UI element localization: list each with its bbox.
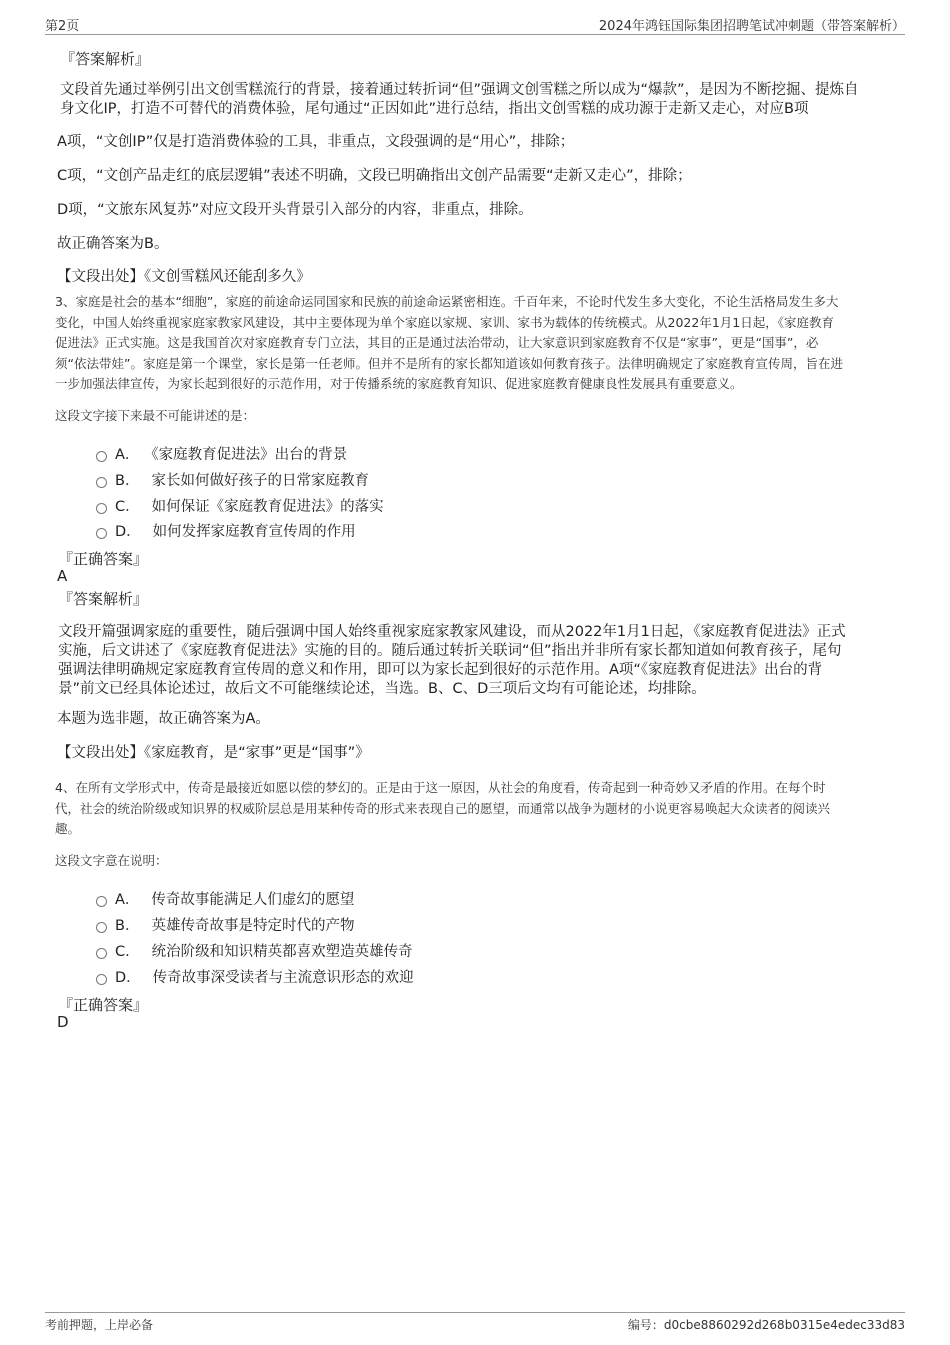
option-a[interactable]: A． 传奇故事能满足人们虚幻的愿望 <box>96 888 354 910</box>
option-d-note: D项，“文旅东风复苏”对应文段开头背景引入部分的内容，非重点，排除。 <box>57 202 533 218</box>
correct-answer-label: 『正确答案』 <box>58 550 149 568</box>
analysis-text <box>60 81 900 119</box>
radio-button[interactable] <box>96 922 107 933</box>
passage-line: 3、家庭是社会的基本“细胞”，家庭的前途命运同国家和民族的前途命运紧密相连。千百年来，不论时代发生多大变化，不论生活格局发生多大 <box>55 294 839 309</box>
passage-source: 【文段出处】《家庭教育，是“家事”更是“国事”》 <box>57 745 370 761</box>
radio-button[interactable] <box>96 948 107 959</box>
option-c[interactable]: C． 统治阶级和知识精英都喜欢塑造英雄传奇 <box>96 940 413 962</box>
option-b[interactable]: B． 英雄传奇故事是特定时代的产物 <box>96 914 354 936</box>
analysis-label: 『答案解析』 <box>60 50 151 68</box>
passage-line: 一步加强法律宣传，为家长起到很好的示范作用，对于传播系统的家庭教育知识、促进家庭教育健康良性发展具有重要意义。 <box>55 376 743 391</box>
option-a[interactable]: A． 《家庭教育促进法》出台的背景 <box>96 443 347 465</box>
analysis-line: 景”前文已经具体论述过，故后文不可能继续论述，当选。B、C、D三项后文均有可能论述，均排除。 <box>58 681 706 697</box>
analysis-line: 实施，后文讲述了《家庭教育促进法》实施的目的。随后通过转折关联词“但”指出并非所有家长都知道如何教育孩子，尾句 <box>58 643 842 659</box>
analysis-text <box>58 623 903 699</box>
page-number: 第2页 <box>45 19 80 34</box>
document-title: 2024年鸿钰国际集团招聘笔试冲刺题（带答案解析） <box>598 19 905 34</box>
question-passage <box>55 778 905 840</box>
correct-answer: D <box>57 1013 69 1031</box>
passage-line: 趣。 <box>55 821 81 836</box>
analysis-line: 身文化IP，打造不可替代的消费体验，尾句通过“正因如此”进行总结，指出文创雪糕的成功源于走新又走心，对应B项 <box>60 101 809 117</box>
option-d[interactable]: D． 传奇故事深受读者与主流意识形态的欢迎 <box>96 966 414 988</box>
question-prompt: 这段文字意在说明： <box>55 853 168 868</box>
analysis-label: 『答案解析』 <box>58 590 149 608</box>
code-value: d0cbe8860292d268b0315e4edec33d83 <box>663 1318 905 1332</box>
conclusion: 故正确答案为B。 <box>57 236 169 252</box>
option-c-note: C项，“文创产品走红的底层逻辑”表述不明确，文段已明确指出文创产品需要“走新又走心”，排除； <box>57 168 692 184</box>
page-header <box>45 12 905 35</box>
question-prompt: 这段文字接下来最不可能讲述的是： <box>55 408 256 423</box>
passage-line: 促进法》正式实施。这是我国首次对家庭教育专门立法，其目的正是通过法治带动，让大家意识到家庭教育不仅是“家事”，更是“国事”，必 <box>55 335 819 350</box>
option-a-note: A项，“文创IP”仅是打造消费体验的工具，非重点，文段强调的是“用心”，排除； <box>57 134 575 150</box>
correct-answer-label: 『正确答案』 <box>58 996 149 1014</box>
radio-button[interactable] <box>96 528 107 539</box>
footer-slogan: 考前押题，上岸必备 <box>45 1318 154 1332</box>
passage-line: 变化，中国人始终重视家庭家教家风建设，其中主要体现为单个家庭以家规、家训、家书为载体的传统模式。从2022年1月1日起，《家庭教育 <box>55 314 834 330</box>
option-d[interactable]: D． 如何发挥家庭教育宣传周的作用 <box>96 520 356 542</box>
analysis-line: 强调法律明确规定家庭教育宣传周的意义和作用，即可以为家长起到很好的示范作用。A项“《家庭教育促进法》出台的背 <box>58 662 823 678</box>
analysis-line: 文段开篇强调家庭的重要性，随后强调中国人始终重视家庭家教家风建设，而从2022年1月1日起，《家庭教育促进法》正式 <box>58 624 846 640</box>
passage-line: 须“依法带娃”。家庭是第一个课堂，家长是第一任老师。但并不是所有的家长都知道该如何教育孩子。法律明确规定了家庭教育宣传周，旨在进 <box>55 355 843 371</box>
radio-button[interactable] <box>96 477 107 488</box>
radio-button[interactable] <box>96 974 107 985</box>
option-b[interactable]: B． 家长如何做好孩子的日常家庭教育 <box>96 469 369 491</box>
conclusion: 本题为选非题，故正确答案为A。 <box>57 711 270 727</box>
passage-line: 4、在所有文学形式中，传奇是最接近如愿以偿的梦幻的。正是由于这一原因，从社会的角度看，传奇起到一种奇妙又矛盾的作用。在每个时 <box>55 780 826 795</box>
radio-button[interactable] <box>96 503 107 514</box>
document-code <box>628 1316 905 1333</box>
option-c[interactable]: C． 如何保证《家庭教育促进法》的落实 <box>96 495 384 517</box>
correct-answer: A <box>57 567 68 585</box>
question-passage <box>55 292 905 395</box>
radio-button[interactable] <box>96 451 107 462</box>
code-label: 编号： <box>627 1318 664 1332</box>
passage-source: 【文段出处】《文创雪糕风还能刮多久》 <box>57 269 311 285</box>
analysis-line: 文段首先通过举例引出文创雪糕流行的背景，接着通过转折词“但”强调文创雪糕之所以成为“爆款”，是因为不断挖掘、提炼自 <box>60 82 859 98</box>
passage-line: 代，社会的统治阶级或知识界的权威阶层总是用某种传奇的形式来表现自己的愿望，而通常以战争为题材的小说更容易唤起大众读者的阅读兴 <box>55 800 831 816</box>
page-footer <box>45 1312 905 1335</box>
radio-button[interactable] <box>96 896 107 907</box>
